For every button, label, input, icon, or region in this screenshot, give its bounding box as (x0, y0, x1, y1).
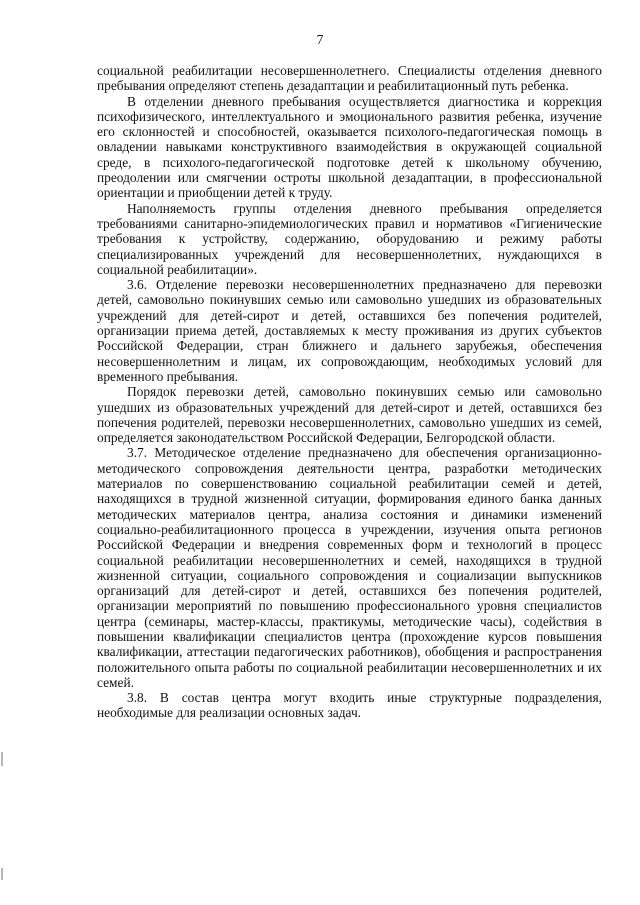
paragraph-transport-procedure: Порядок перевозки детей, самовольно покинувших семью или самовольно ушедших из образовательных учреждений для детей-сирот и детей, оставшихся без попечения родителей, перевозки несовершеннолетних, самовольно ушедших из семей, определяется законодательством Российской Федерации, Белгородской области. (97, 384, 602, 446)
paragraph-group-occupancy: Наполняемость группы отделения дневного пребывания определяется требованиями санитарно-эпидемиологических правил и нормативов «Гигиенические требования к устройству, содержанию, оборудованию и режиму работы специализированных учреждений для несовершеннолетних, нуждающихся в социальной реабилитации». (97, 200, 602, 277)
paragraph-section-3-7: 3.7. Методическое отделение предназначено для обеспечения организационно-методического сопровождения деятельности центра, разработки методических материалов по совершенствованию социальной реабилитации семей и детей, находящихся в трудной жизненной ситуации, формирования единого банка данных методических материалов центра, анализа состояния и динамики изменений социально-реабилитационного процесса в учреждении, изучения опыта регионов Российской Федерации и внедрения современных форм и технологий в процесс социальной реабилитации несовершеннолетних и семей, находящихся в трудной жизненной ситуации, социального сопровождения и социализации выпускников организаций для детей-сирот и детей, оставшихся без попечения родителей, организации мероприятий по повышению профессионального уровня специалистов центра (семинары, мастер-классы, практикумы, методические часы), содействия в повышении квалификации специалистов центра (прохождение курсов повышения квалификации, аттестации педагогических работников), обобщения и распространения положительного опыта работы по социальной реабилитации несовершеннолетних и их семей. (97, 445, 602, 690)
paragraph-section-3-6: 3.6. Отделение перевозки несовершеннолетних предназначено для перевозки детей, самовольно покинувших семью или самовольно ушедших из образовательных учреждений для детей-сирот и детей, оставшихся без попечения родителей, организации приема детей, доставляемых к месту проживания из других субъектов Российской Федерации, стран ближнего и дальнего зарубежья, обеспечения несовершеннолетним и лицам, их сопровождающим, необходимых условий для временного пребывания. (97, 277, 602, 384)
scan-edge-mark (1, 752, 3, 766)
paragraph-day-stay-department: В отделении дневного пребывания осуществляется диагностика и коррекция психофизического, интеллектуального и эмоционального развития ребенка, изучение его склонностей и способностей, оказывается психолого-педагогическая помощь в овладении навыками конструктивного взаимодействия в окружающей социальной среде, в психолого-педагогической подготовке детей к школьному обучению, преодолении или смягчении остроты школьной дезадаптации, в профессиональной ориентации и приобщении детей к труду. (97, 93, 602, 201)
scan-edge-mark (1, 868, 3, 880)
paragraph-section-3-8: 3.8. В состав центра могут входить иные структурные подразделения, необходимые для реализации основных задач. (97, 690, 602, 721)
page-number: 7 (316, 32, 324, 47)
paragraph-continuation: социальной реабилитации несовершеннолетнего. Специалисты отделения дневного пребывания определяют степень дезадаптации и реабилитационный путь ребенка. (97, 63, 602, 94)
document-body (97, 63, 602, 721)
